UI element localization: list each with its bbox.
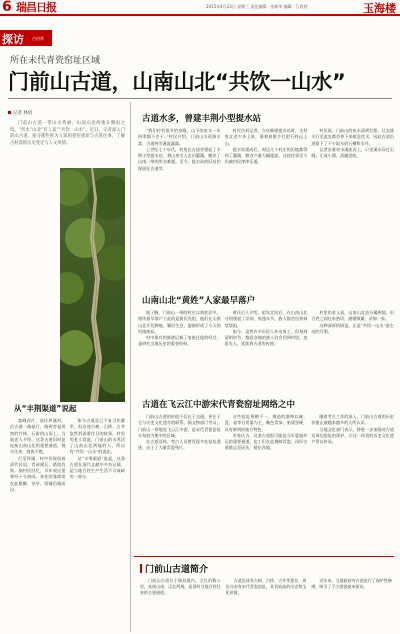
info-box-column-2 — [226, 578, 307, 628]
paragraph: 村民说，门前山的泉水清冽甘甜，过去挑夫行至此处都会停下来歇息饮水，因此古道沿途留下了不少取水的石槽和水井。 — [311, 128, 395, 146]
section-3-column-1 — [138, 414, 221, 550]
page-header — [0, 0, 400, 16]
left-columns — [10, 418, 125, 633]
paragraph: 门前山古道的价值不仅在于交通，更在于它与历史文化遗存的联系。据文物部门考证，门前山一带地处飞云江中游，是宋代青瓷窑址分布较为集中的区域。 — [138, 414, 221, 438]
section-1-column-1 — [138, 128, 221, 288]
paragraph: 这种深厚的情谊，正是“共饮一山水”最生动的写照。 — [311, 322, 395, 334]
column-name: 探访 — [2, 33, 24, 46]
section-1-columns — [138, 128, 394, 288]
newspaper-name: 瑞昌日报 — [16, 1, 56, 14]
byline-icon — [8, 111, 11, 114]
paragraph: 近年来，当地政府对古道进行了保护性修缮，吸引了不少游客前来探访。 — [311, 578, 393, 590]
article-photo — [60, 168, 125, 402]
section-2-column-3 — [311, 310, 394, 392]
paragraph: 记者沿着泉水溪流而上，只见溪水穿过石缝，汇成小潭，清澈见底。 — [311, 146, 395, 158]
section-name: 玉海楼 — [363, 2, 396, 15]
byline — [8, 110, 32, 116]
paragraph: 村里的老人说，山南山北虽分属两地，但百姓之间往来密切，通婚频繁，亲如一家。 — [311, 310, 395, 322]
paragraph: 如今古道虽已不复当年繁华，但沿途古树、石桥、古井依然诉说着往日的故事。村里的老人常说，门前山的水养活了山南山北两地的人，所以有“共饮一山水”的说法。 — [69, 418, 125, 455]
paragraph: 上世纪七十年代，村里在古道旁建起了丰荆小型提水站，将山泉引入农田灌溉，解决了山南一带的用水难题。至今，提水站的旧址仍保留在古道旁。 — [138, 146, 221, 171]
paragraph: 如今，虽然许多年轻人外出务工，但每到清明时节，散居各地的族人仍会回到村里，追思先人，延续着古老的传统。 — [224, 328, 308, 347]
headline-rule — [8, 98, 392, 99]
column-issue: (56) — [40, 39, 49, 44]
paragraph: 村民告诉记者，当年修建提水站时，全村男女老少齐上阵，靠着肩挑手扛把石料运上山。 — [224, 128, 308, 146]
paragraph: 当地文化部门表示，将进一步加强对古道及周边窑址的保护，让这一珍贵的历史文化遗产得以传承。 — [311, 426, 395, 444]
column-divider — [130, 102, 131, 632]
section-1-column-2 — [225, 128, 308, 288]
paragraph: 门前山古道位于瑞昌境内，全长约数公里，连接山南、山北两地，是旧时当地百姓往来的主要通道。 — [140, 578, 221, 596]
paragraph: 据了解，门前山一带的村庄以黄姓居多。相传最早落户于此的是黄氏先祖，他们在山南山北开荒种地，繁衍生息，逐渐形成了今天的村落格局。 — [138, 310, 221, 334]
left-column-1 — [10, 418, 66, 633]
paragraph: 童峰西片，前往坪溪村，沿古道一路前行，路两旁是茂密的竹林，石阶依山而上。当地老人介绍，这条古道旧时是连接山南山北的重要通道，挑夫往来，商旅不绝。 — [10, 418, 66, 455]
section-1-column-3 — [311, 128, 394, 288]
paragraph: 在古道沿线，考古人员曾发现多处窑址遗迹，出土了大量青瓷残片。 — [138, 439, 221, 451]
byline-text: 记者 林俏 — [13, 111, 33, 116]
paragraph: 这些窑址规模不一，烧造的器物以碗、盘、壶等日用器为主，釉色青绿，胎质坚硬，具有鲜明的地方特色。 — [224, 414, 308, 432]
paragraph: 黄氏后人介绍，祖先定居后，在山南山北分别建起了宗祠，每逢年节，族人都会回到祠堂祭祖。 — [224, 310, 308, 328]
article-lead: 门前山古道一带山水秀丽，山南山北两地在飘雨之境。“所水”山北“有人家”“共饮一山水”。近日，记者深入门前山古道，探寻那些鲜为人知的瓷窑遗址与古道往事，了解古村落的历史变迁与人文风情。 — [10, 121, 125, 146]
section-3-columns — [138, 414, 394, 550]
paragraph: 古道沿途有古树、古桥、古井等遗存，周边分布有宋代青瓷窑址，具有较高的历史和文化价值。 — [225, 578, 307, 596]
paragraph: 随着考古工作的深入，门前山古道的历史价值正被越来越多的人所认识。 — [311, 414, 395, 426]
paragraph: “我们村有很多的泉眼，山下的泉水一年四季都不会干。”村民介绍，门前山水资源丰富，古道两旁溪流潺潺。 — [138, 128, 221, 146]
section-3-column-3 — [311, 414, 394, 550]
section-2-column-1 — [138, 310, 221, 392]
section-2-column-2 — [225, 310, 308, 392]
article-kicker: 所在未代青瓷窑址区域 — [10, 56, 101, 66]
paragraph: 从“丰荆渠道”说起，这条古道在清代文献中多有记载，是当地百姓生产生活不可或缺的一部分。 — [69, 455, 125, 480]
page-number: 6 — [2, 0, 12, 15]
info-box-column-1 — [140, 578, 221, 628]
header-meta: 2015年4月23日 星期三 责任编辑：金新华 编辑：江欣欣 — [206, 4, 308, 9]
paragraph: 村中保存的族谱记载了家族迁徙的经过，是研究当地历史的重要资料。 — [138, 335, 221, 347]
subheading-3: 古道在飞云江中游宋代青瓷窑址网络之中 — [142, 400, 296, 410]
paragraph: 提水站建成后，周边几个村庄的田地都得到了灌溉，粮食产量大幅提高。这段往事至今仍被村民津津乐道。 — [224, 146, 308, 165]
section-3-column-2 — [225, 414, 308, 550]
subheading-2: 山南山北“黄姓”人家最早落户 — [142, 296, 256, 306]
left-column-2 — [70, 418, 126, 633]
info-box-rule — [134, 556, 394, 557]
photo-caption: 从“丰荆渠道”说起 — [14, 404, 77, 413]
info-box-columns — [140, 578, 392, 628]
info-box-column-3 — [311, 578, 392, 628]
info-box-title: 门前山古道简介 — [140, 562, 208, 575]
subheading-1: 古道水多，曾建丰荆小型提水站 — [142, 114, 262, 124]
article-headline: 门前山古道，山南山北“共饮一山水” — [8, 70, 346, 94]
column-subname: 古村落 — [32, 36, 44, 41]
paragraph: 行至坪溪，村中仍保留着清代民居，青砖黛瓦，错落有致。据村民回忆，早年间这里曾经十分热闹，来往的客商常在此歇脚，茶亭、饭铺沿路而设。 — [10, 455, 66, 492]
section-2-columns — [138, 310, 394, 392]
paragraph: 专家认为，这条古道很可能是当年瓷器外运的重要通道，窑工们在此烧制青瓷，再经古道挑运至码头，销往各地。 — [224, 432, 308, 451]
